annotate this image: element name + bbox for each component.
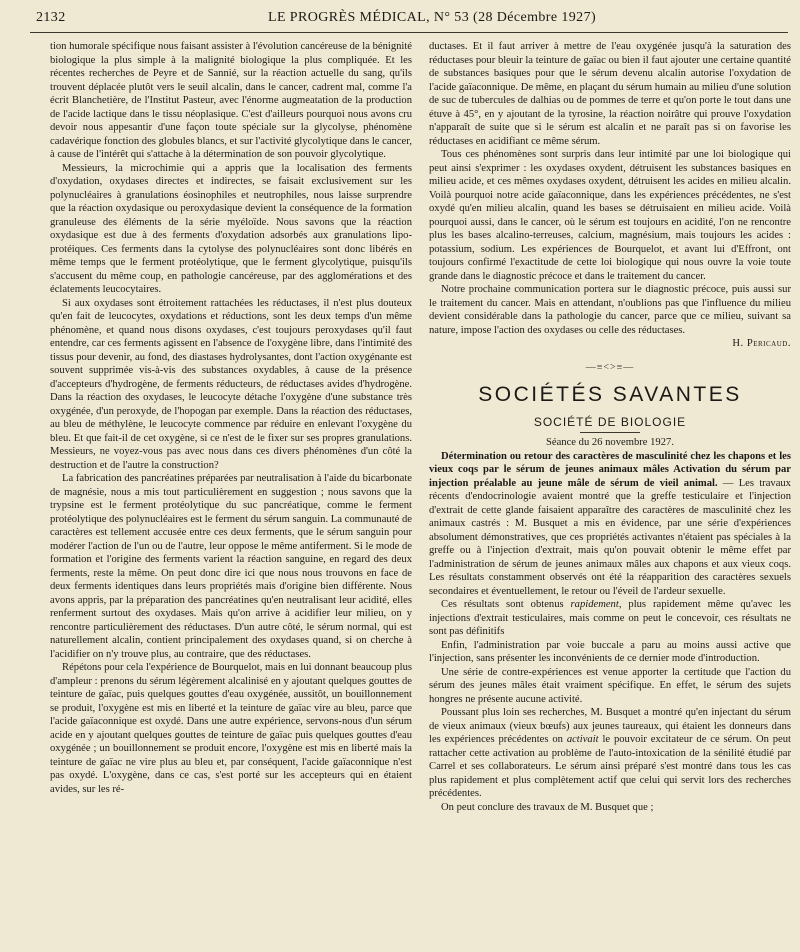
text-run: Ces résultats sont obtenus (441, 599, 571, 610)
paragraph: Répétons pour cela l'expérience de Bourquelot, mais en lui donnant beaucoup plus d'ampleur : prenons du sérum légèrement alcalinisé en y ajoutant quelques gouttes de teinture de gaïac, puis quelques gouttes d'eau oxygénée, aussitôt, un bouillonnement se produit, l'oxygène est mis en liberté et la teinture de gaïac vire au bleu, parce que l'acide gaïaconnique est oxydé. Dans une autre expérience, servons-nous d'un sérum acide en y ajoutant quelques gouttes de teinture de gaïac puis quelques gouttes d'eau oxygénée ; un bouillonnement se produit encore, l'oxygène est mis en liberté mais la teinture de gaïac ne vire plus au bleu et, par conséquent, l'acide gaïaconnique n'est pas oxydé. L'oxygène, dans ce cas, s'est porté sur les accepteurs qui en étaient avides, sur les ré- (50, 662, 412, 795)
author-signature (429, 337, 791, 351)
section-divider: —≡<>≡— (585, 361, 635, 373)
header-rule (30, 32, 788, 33)
paragraph: On peut conclure des travaux de M. Busquet que ; (441, 801, 654, 813)
text-run: Poussant plus loin ses recherches, M. Busquet a montré qu'en injectant du sérum de vieux animaux (vieux bœufs) aux jeunes taureaux, qui étaient les donneurs dans les expériences précédentes on (429, 707, 791, 745)
paragraph: Une série de contre-expériences est venue apporter la certitude que l'action du sérum des jeunes mâles était vraiment spécifique. En effet, le sérum des sujets hongres ne présente aucune activité. (429, 666, 791, 705)
right-column (429, 40, 791, 945)
text-run: le pouvoir excitateur de ce sérum. On peut rattacher cette activation au problème de l'auto-intoxication de la sénilité étudié par Carrel et ses collaborateurs. Le sérum ainsi préparé s'est montré dans tous les cas plus rapidement et plus complètement actif que celui qui servit lors des recherches précédentes. (429, 734, 791, 799)
paragraph: La fabrication des pancréatines préparées par neutralisation à l'aide du bicarbonate de magnésie, nous a mis tout particulièrement en suggestion ; nous savons que la trypsine est le ferment protéolytique du suc pancréatique, comme le ferment protéolytique des polynucléaires est le ferment du sérum sanguin. La communauté de caractères est tellement accusée entre ces deux ferments, que le sérum sanguin pour modérer l'action de l'un ou de l'autre, leur oppose le même antiferment. Si le mode de formation et l'origine des ferments varient la réaction sanguine, en regard des deux ferments, reste la même. On peut donc dire ici que nous nous trouvons en face de deux ferments identiques dans leurs propriétés mais d'origine bien différente. Nous avons appris, par la préparation des pancréatines qu'en neutralisant leur acidité, elles renferment surtout des oxydases. Mais qu'on arrive à acidifier leur milieu, on y rencontre particulièrement des réductases. D'un autre côté, le sérum normal, qui est naturellement alcalin, contient principalement des oxydases quand, si on cherche à l'acidifier on n'y trouve plus, au contraire, que des réductases. (50, 473, 412, 660)
journal-title: LE PROGRÈS MÉDICAL, N° 53 (28 Décembre 1927) (268, 10, 597, 25)
page-number: 2132 (36, 10, 66, 25)
left-column (50, 40, 412, 945)
emphasis: activait (566, 734, 599, 745)
paragraph: Enfin, l'administration par voie buccale a paru au moins aussi active que l'injection, sans présenter les inconvénients de ce dernier mode d'introduction. (429, 639, 791, 664)
running-header (30, 8, 790, 30)
paragraph (429, 706, 791, 801)
section-title: SOCIÉTÉS SAVANTES (478, 383, 742, 406)
paper-intro-text: — Les travaux récents d'endocrinologie avaient montré que la greffe testiculaire et l'injection d'extrait de cette glande faisaient apparaître des caractères de masculinité chez les animaux castrés : M. Busquet a mis en évidence, par une série d'expériences absolument démonstratives, que ces propriétés activantes n'étaient pas spéciales à la greffe ou à l'injection d'extrait, mais qu'on pouvait obtenir le même effet par l'administration de sérum de jeunes animaux mâles aux chapons et aux vieux coqs. Les résultats constamment observés ont été la réapparition des caractères sexuels secondaires et éventuellement, le retour ou l'éveil de l'ardeur sexuelle. (429, 477, 791, 597)
paragraph: Tous ces phénomènes sont surpris dans leur intimité par une loi biologique qui peut ainsi s'exprimer : les oxydases oxydent, détruisent les substances basiques en milieu acide, et ces mêmes oxydases oxydent, détruisent les acides en milieu alcalin. Voilà pourquoi notre acide gaïaconnique, dans les expériences précédentes, ne s'est oxydé qu'en milieu alcalin, quand les bases se détruisaient en milieu acide. Voilà pourquoi aussi, dans le cancer, où le sérum est toujours en acidité, l'on ne rencontre plus les bases alcalino-terreuses, calcium, magnésium, mais toujours les acides : potassium, sodium. Les expériences de Bourquelot, et avant lui d'Effront, ont toujours confirmé l'exactitude de cette loi biologique qui nous ouvre la voie toute grande dans le diagnostic précoce et dans le traitement du cancer. (429, 149, 791, 282)
paragraph: Si aux oxydases sont étroitement rattachées les réductases, il n'est plus douteux qu'en fait de leucocytes, oxydations et réductions, sont les deux temps d'un même phénomène, et quand nous disons oxydases, c'est toujours peroxydases qu'il faut entendre, car ces ferments agissent en l'absence de l'oxygène libre, dans l'intimité des tissus pour devenir, au fond, des diastases hydrolysantes, dont l'action oxygénante est souvent supprimée vis-à-vis des substances oxydables, à cause de la présence d'accepteurs d'hydrogène, de ferments réducteurs, de réductases avides d'hydrogène. Dans la réaction des oxydases, le leucocyte détache l'oxygène d'une substance très oxygénée, d'un peroxyde, de l'hopogan par exemple. Dans la réaction des réductases, au bleu de méthylène, le leucocyte commence par réduire en enlevant l'oxygène du bleu. Et que fait-il de cet oxygène, si ce n'est de le fixer sur ses propres granulations. Messieurs, ne voyez-vous pas avec nous dans ces divers phénomènes d'un côté la destruction et de l'autre la construction? (50, 297, 412, 471)
session-date: Séance du 26 novembre 1927. (546, 437, 674, 448)
paragraph: ductases. Et il faut arriver à mettre de l'eau oxygénée jusqu'à la saturation des réductases pour bleuir la teinture de gaïac ou bien il faut ajouter une certaine quantité de substances basiques pour que le sérum devenu alcalin autorise l'oxydation de l'acide gaïaconnique. De même, en plaçant du sérum humain au milieu d'une solution de suc de tubercules de dalhias ou de pommes de terre et qu'on porte le tout dans une étuve à 45°, en y ajoutant de la tyrosine, la réaction noirâtre qui prouve l'oxydation n'apparaît de suite que si le sérum est alcalin et ne paraît pas si on favorise les réductases en acidifiant ce même sérum. (429, 41, 791, 147)
paragraph: Messieurs, la microchimie qui a appris que la localisation des ferments d'oxydation, oxydases directes et indirectes, se faisait exclusivement sur les polynucléaires à granulations éosinophiles et neutrophiles, nous laisse surprendre que la réaction oxydasique ou peroxydasique devient la conséquence de la formation granuleuse des éléments de la série myéloïde. Nous savons que la réaction oxydasique est due à des ferments d'oxydation adsorbés aux granulations lipo-protéiques. Ces ferments dans la cytolyse des polynucléaires sont donc libérés en même temps que le ferment protéolytique, que le ferment glycolytique, puisqu'ils s'accusent du même coup, en pathologie cancéreuse, par des agglomérations et des éclatements leucocytaires. (50, 162, 412, 295)
emphasis: rapidement (570, 599, 619, 610)
paper-intro (429, 450, 791, 599)
author-name: H. Pericaud. (732, 338, 791, 349)
text-run: , plus rapidement même qu'avec les injections d'extrait testiculaires, mais comme on peut le concevoir, ces résultats ne sont pas définitifs (429, 599, 791, 637)
paragraph: Notre prochaine communication portera sur le diagnostic précoce, puis aussi sur le traitement du cancer. Mais en attendant, n'oublions pas que l'influence du milieu devient considérable dans la pathologie du cancer, parce que ce milieu, suivant sa nature, impose l'action des oxydases ou celle des réductases. (429, 284, 791, 336)
society-heading: SOCIÉTÉ DE BIOLOGIE (533, 414, 687, 429)
paper-title: Détermination ou retour des caractères de masculinité chez les chapons et les vieux coqs par le sérum de jeunes animaux mâles Activation du sérum par injection préalable au jeune mâle de sérum de vieil animal. (429, 450, 791, 489)
paragraph (429, 598, 791, 639)
paragraph: tion humorale spécifique nous faisant assister à l'évolution cancéreuse de la bénignité biologique la plus simple à la malignité biologique la plus compliquée. Et les récentes recherches de Peyre et de Sannié, sur la réaction actuelle du sang, qu'ils trouvent déplacée plutôt vers le seuil alcalin, dans le cancer, cadrent mal, comme l'a écrit Blanchetière, de l'Institut Pasteur, avec l'énorme augmeatation de la production de l'acide lactique dans le tissu néoplasique. C'est d'ailleurs pourquoi nous avons cru devoir nous appesantir d'une façon toute spéciale sur la glycolyse, phénomène cadavérique fonction des globules blancs, et sur l'activité glycolytique dans le cancer, à cause de l'intérêt qui s'attache à la détermination de son pouvoir glycolytique. (50, 41, 412, 160)
society-rule (580, 432, 640, 433)
